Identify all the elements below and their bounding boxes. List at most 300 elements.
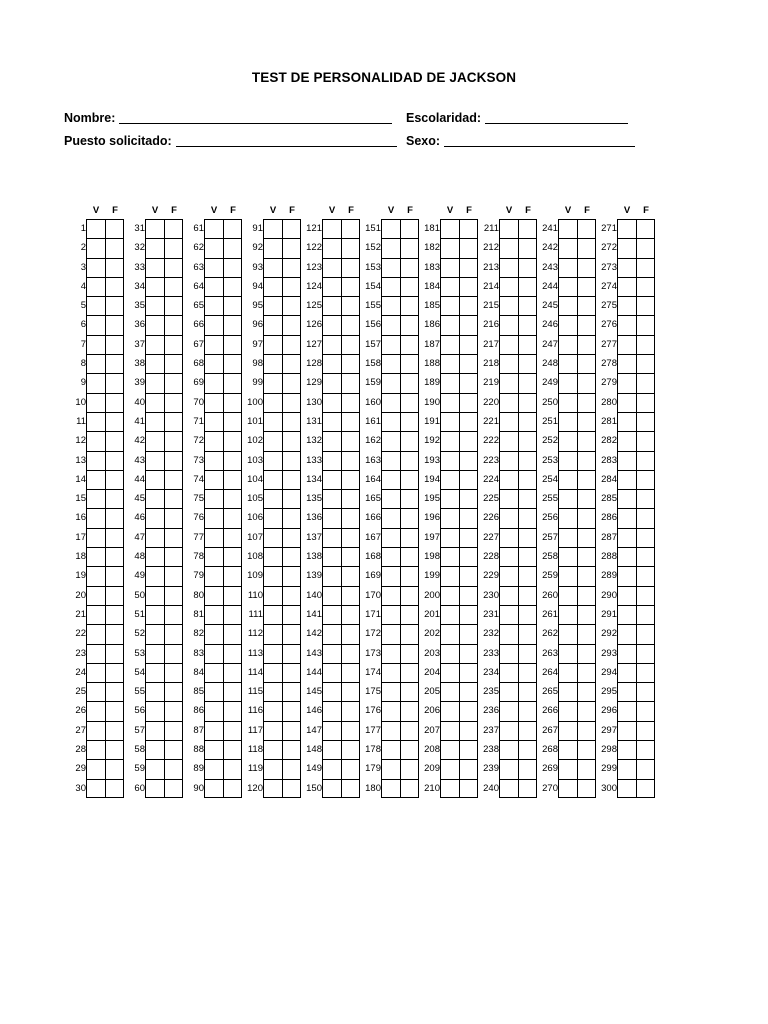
answer-box-f[interactable] — [518, 779, 537, 798]
answer-box-f[interactable] — [341, 721, 360, 740]
answer-box-v[interactable] — [381, 586, 400, 605]
answer-box-f[interactable] — [459, 605, 478, 624]
sexo-field[interactable] — [406, 134, 635, 148]
answer-box-f[interactable] — [105, 586, 124, 605]
answer-box-v[interactable] — [617, 373, 636, 392]
answer-box-f[interactable] — [459, 566, 478, 585]
answer-box-f[interactable] — [577, 586, 596, 605]
answer-box-v[interactable] — [263, 238, 282, 257]
answer-box-v[interactable] — [381, 470, 400, 489]
answer-box-f[interactable] — [341, 354, 360, 373]
answer-box-v[interactable] — [617, 296, 636, 315]
answer-box-v[interactable] — [145, 721, 164, 740]
answer-box-v[interactable] — [204, 721, 223, 740]
answer-box-v[interactable] — [617, 508, 636, 527]
answer-box-v[interactable] — [499, 412, 518, 431]
answer-box-f[interactable] — [223, 489, 242, 508]
answer-box-f[interactable] — [400, 586, 419, 605]
answer-box-v[interactable] — [499, 354, 518, 373]
answer-box-f[interactable] — [341, 373, 360, 392]
answer-box-f[interactable] — [577, 315, 596, 334]
answer-box-f[interactable] — [400, 779, 419, 798]
answer-box-v[interactable] — [263, 315, 282, 334]
answer-box-f[interactable] — [518, 508, 537, 527]
answer-box-f[interactable] — [577, 219, 596, 238]
answer-box-f[interactable] — [164, 354, 183, 373]
answer-box-v[interactable] — [617, 528, 636, 547]
answer-box-v[interactable] — [499, 644, 518, 663]
answer-box-v[interactable] — [499, 296, 518, 315]
answer-box-v[interactable] — [145, 508, 164, 527]
answer-box-f[interactable] — [577, 354, 596, 373]
answer-box-f[interactable] — [282, 219, 301, 238]
answer-box-f[interactable] — [341, 412, 360, 431]
answer-box-f[interactable] — [459, 586, 478, 605]
answer-box-v[interactable] — [381, 219, 400, 238]
answer-box-f[interactable] — [282, 451, 301, 470]
answer-box-v[interactable] — [204, 219, 223, 238]
answer-box-f[interactable] — [282, 277, 301, 296]
answer-box-f[interactable] — [105, 605, 124, 624]
answer-box-f[interactable] — [400, 624, 419, 643]
answer-box-v[interactable] — [263, 296, 282, 315]
answer-box-v[interactable] — [263, 779, 282, 798]
answer-box-v[interactable] — [86, 721, 105, 740]
answer-box-v[interactable] — [440, 586, 459, 605]
answer-box-f[interactable] — [223, 547, 242, 566]
answer-box-v[interactable] — [263, 586, 282, 605]
answer-box-f[interactable] — [282, 508, 301, 527]
answer-box-f[interactable] — [164, 759, 183, 778]
answer-box-f[interactable] — [636, 393, 655, 412]
answer-box-f[interactable] — [341, 470, 360, 489]
answer-box-f[interactable] — [282, 315, 301, 334]
answer-box-f[interactable] — [636, 258, 655, 277]
answer-box-v[interactable] — [322, 335, 341, 354]
answer-box-v[interactable] — [440, 721, 459, 740]
answer-box-f[interactable] — [636, 489, 655, 508]
answer-box-v[interactable] — [145, 470, 164, 489]
answer-box-f[interactable] — [223, 605, 242, 624]
answer-box-f[interactable] — [518, 393, 537, 412]
answer-box-v[interactable] — [381, 701, 400, 720]
answer-box-f[interactable] — [518, 489, 537, 508]
answer-box-v[interactable] — [204, 354, 223, 373]
answer-box-v[interactable] — [381, 489, 400, 508]
answer-box-v[interactable] — [145, 373, 164, 392]
answer-box-v[interactable] — [440, 508, 459, 527]
answer-box-v[interactable] — [440, 489, 459, 508]
answer-box-v[interactable] — [145, 315, 164, 334]
answer-box-v[interactable] — [86, 663, 105, 682]
answer-box-f[interactable] — [341, 528, 360, 547]
answer-box-v[interactable] — [86, 315, 105, 334]
answer-box-f[interactable] — [282, 644, 301, 663]
answer-box-v[interactable] — [145, 489, 164, 508]
answer-box-v[interactable] — [263, 682, 282, 701]
answer-box-v[interactable] — [204, 373, 223, 392]
answer-box-v[interactable] — [381, 528, 400, 547]
answer-box-v[interactable] — [204, 759, 223, 778]
answer-box-v[interactable] — [617, 759, 636, 778]
answer-box-f[interactable] — [341, 451, 360, 470]
answer-box-v[interactable] — [558, 335, 577, 354]
answer-box-f[interactable] — [400, 566, 419, 585]
answer-box-v[interactable] — [617, 412, 636, 431]
answer-box-v[interactable] — [86, 277, 105, 296]
answer-box-f[interactable] — [400, 258, 419, 277]
answer-box-f[interactable] — [518, 663, 537, 682]
answer-box-f[interactable] — [223, 335, 242, 354]
answer-box-f[interactable] — [282, 296, 301, 315]
answer-box-f[interactable] — [459, 721, 478, 740]
answer-box-f[interactable] — [459, 451, 478, 470]
answer-box-f[interactable] — [223, 451, 242, 470]
puesto-line[interactable] — [176, 145, 397, 147]
answer-box-v[interactable] — [322, 682, 341, 701]
answer-box-v[interactable] — [381, 335, 400, 354]
answer-box-f[interactable] — [341, 663, 360, 682]
answer-box-f[interactable] — [341, 682, 360, 701]
answer-box-v[interactable] — [558, 219, 577, 238]
answer-box-f[interactable] — [223, 586, 242, 605]
answer-box-v[interactable] — [145, 219, 164, 238]
answer-box-v[interactable] — [204, 470, 223, 489]
answer-box-f[interactable] — [223, 296, 242, 315]
answer-box-f[interactable] — [636, 740, 655, 759]
answer-box-v[interactable] — [263, 489, 282, 508]
answer-box-f[interactable] — [164, 721, 183, 740]
answer-box-f[interactable] — [223, 566, 242, 585]
answer-box-f[interactable] — [636, 451, 655, 470]
answer-box-f[interactable] — [636, 605, 655, 624]
answer-box-f[interactable] — [164, 586, 183, 605]
answer-box-v[interactable] — [263, 759, 282, 778]
answer-box-f[interactable] — [400, 508, 419, 527]
answer-box-f[interactable] — [105, 701, 124, 720]
answer-box-v[interactable] — [263, 393, 282, 412]
answer-box-v[interactable] — [499, 315, 518, 334]
answer-box-f[interactable] — [400, 296, 419, 315]
answer-box-v[interactable] — [322, 663, 341, 682]
answer-box-v[interactable] — [558, 412, 577, 431]
answer-box-v[interactable] — [381, 663, 400, 682]
answer-box-f[interactable] — [282, 605, 301, 624]
answer-box-v[interactable] — [322, 586, 341, 605]
answer-box-f[interactable] — [341, 779, 360, 798]
answer-box-v[interactable] — [145, 277, 164, 296]
answer-box-f[interactable] — [164, 373, 183, 392]
answer-box-v[interactable] — [86, 354, 105, 373]
answer-box-v[interactable] — [204, 296, 223, 315]
answer-box-v[interactable] — [86, 547, 105, 566]
answer-box-f[interactable] — [282, 624, 301, 643]
answer-box-v[interactable] — [263, 508, 282, 527]
answer-box-v[interactable] — [322, 740, 341, 759]
answer-box-f[interactable] — [518, 373, 537, 392]
answer-box-v[interactable] — [145, 393, 164, 412]
answer-box-v[interactable] — [617, 431, 636, 450]
answer-box-v[interactable] — [381, 740, 400, 759]
answer-box-f[interactable] — [400, 701, 419, 720]
answer-box-v[interactable] — [440, 470, 459, 489]
answer-box-f[interactable] — [282, 586, 301, 605]
answer-box-f[interactable] — [577, 238, 596, 257]
answer-box-v[interactable] — [499, 779, 518, 798]
answer-box-f[interactable] — [400, 740, 419, 759]
answer-box-v[interactable] — [617, 258, 636, 277]
answer-box-f[interactable] — [223, 470, 242, 489]
answer-box-v[interactable] — [440, 238, 459, 257]
answer-box-v[interactable] — [558, 779, 577, 798]
answer-box-v[interactable] — [558, 393, 577, 412]
answer-box-f[interactable] — [518, 335, 537, 354]
answer-box-v[interactable] — [263, 624, 282, 643]
answer-box-f[interactable] — [223, 721, 242, 740]
answer-box-f[interactable] — [636, 508, 655, 527]
answer-box-f[interactable] — [105, 508, 124, 527]
answer-box-f[interactable] — [341, 644, 360, 663]
answer-box-v[interactable] — [440, 258, 459, 277]
answer-box-f[interactable] — [164, 663, 183, 682]
answer-box-f[interactable] — [577, 682, 596, 701]
answer-box-f[interactable] — [105, 296, 124, 315]
answer-box-f[interactable] — [636, 296, 655, 315]
answer-box-v[interactable] — [381, 393, 400, 412]
answer-box-f[interactable] — [400, 547, 419, 566]
answer-box-f[interactable] — [164, 547, 183, 566]
answer-box-v[interactable] — [499, 701, 518, 720]
answer-box-v[interactable] — [617, 219, 636, 238]
answer-box-f[interactable] — [223, 528, 242, 547]
answer-box-f[interactable] — [223, 412, 242, 431]
answer-box-f[interactable] — [518, 721, 537, 740]
answer-box-f[interactable] — [223, 701, 242, 720]
answer-box-v[interactable] — [617, 644, 636, 663]
answer-box-f[interactable] — [400, 644, 419, 663]
answer-box-f[interactable] — [164, 740, 183, 759]
answer-box-v[interactable] — [145, 431, 164, 450]
answer-box-v[interactable] — [617, 586, 636, 605]
answer-box-v[interactable] — [440, 682, 459, 701]
answer-box-v[interactable] — [617, 663, 636, 682]
answer-box-f[interactable] — [636, 721, 655, 740]
answer-box-f[interactable] — [341, 258, 360, 277]
answer-box-f[interactable] — [636, 277, 655, 296]
answer-box-v[interactable] — [440, 412, 459, 431]
answer-box-f[interactable] — [518, 644, 537, 663]
answer-box-v[interactable] — [617, 566, 636, 585]
answer-box-v[interactable] — [263, 663, 282, 682]
answer-box-f[interactable] — [577, 451, 596, 470]
answer-box-v[interactable] — [617, 624, 636, 643]
answer-box-v[interactable] — [440, 701, 459, 720]
answer-box-v[interactable] — [381, 373, 400, 392]
answer-box-f[interactable] — [341, 393, 360, 412]
answer-box-v[interactable] — [322, 277, 341, 296]
answer-box-f[interactable] — [223, 277, 242, 296]
answer-box-f[interactable] — [577, 489, 596, 508]
answer-box-f[interactable] — [282, 335, 301, 354]
answer-box-f[interactable] — [282, 373, 301, 392]
answer-box-v[interactable] — [86, 489, 105, 508]
answer-box-f[interactable] — [636, 219, 655, 238]
answer-box-v[interactable] — [381, 412, 400, 431]
answer-box-f[interactable] — [636, 701, 655, 720]
answer-box-f[interactable] — [400, 335, 419, 354]
answer-box-f[interactable] — [636, 624, 655, 643]
answer-box-v[interactable] — [558, 682, 577, 701]
answer-box-f[interactable] — [282, 721, 301, 740]
answer-box-f[interactable] — [636, 586, 655, 605]
answer-box-v[interactable] — [381, 296, 400, 315]
answer-box-v[interactable] — [204, 508, 223, 527]
answer-box-f[interactable] — [518, 470, 537, 489]
answer-box-f[interactable] — [636, 528, 655, 547]
answer-box-f[interactable] — [636, 470, 655, 489]
answer-box-f[interactable] — [459, 412, 478, 431]
answer-box-v[interactable] — [440, 605, 459, 624]
answer-box-f[interactable] — [105, 528, 124, 547]
answer-box-v[interactable] — [381, 721, 400, 740]
answer-box-f[interactable] — [518, 315, 537, 334]
answer-box-f[interactable] — [164, 315, 183, 334]
answer-box-v[interactable] — [322, 508, 341, 527]
answer-box-f[interactable] — [341, 238, 360, 257]
answer-box-f[interactable] — [636, 354, 655, 373]
answer-box-v[interactable] — [499, 624, 518, 643]
answer-box-v[interactable] — [440, 277, 459, 296]
answer-box-v[interactable] — [145, 586, 164, 605]
answer-box-v[interactable] — [322, 431, 341, 450]
answer-box-v[interactable] — [263, 431, 282, 450]
answer-box-f[interactable] — [164, 412, 183, 431]
answer-box-f[interactable] — [459, 759, 478, 778]
answer-box-v[interactable] — [440, 296, 459, 315]
answer-box-v[interactable] — [86, 431, 105, 450]
answer-box-v[interactable] — [145, 701, 164, 720]
answer-box-f[interactable] — [459, 740, 478, 759]
answer-box-v[interactable] — [86, 586, 105, 605]
answer-box-f[interactable] — [400, 431, 419, 450]
answer-box-f[interactable] — [636, 315, 655, 334]
answer-box-f[interactable] — [164, 451, 183, 470]
answer-box-v[interactable] — [381, 238, 400, 257]
answer-box-v[interactable] — [322, 373, 341, 392]
answer-box-f[interactable] — [577, 779, 596, 798]
answer-box-v[interactable] — [145, 354, 164, 373]
answer-box-f[interactable] — [341, 335, 360, 354]
answer-box-f[interactable] — [459, 701, 478, 720]
answer-box-v[interactable] — [558, 624, 577, 643]
answer-box-f[interactable] — [577, 624, 596, 643]
answer-box-f[interactable] — [105, 566, 124, 585]
answer-box-f[interactable] — [636, 431, 655, 450]
answer-box-f[interactable] — [341, 586, 360, 605]
answer-box-f[interactable] — [223, 354, 242, 373]
answer-box-v[interactable] — [322, 470, 341, 489]
answer-box-f[interactable] — [459, 663, 478, 682]
answer-box-f[interactable] — [105, 682, 124, 701]
answer-box-v[interactable] — [381, 258, 400, 277]
answer-box-f[interactable] — [459, 296, 478, 315]
answer-box-f[interactable] — [164, 624, 183, 643]
answer-box-v[interactable] — [617, 335, 636, 354]
answer-box-v[interactable] — [322, 258, 341, 277]
answer-box-f[interactable] — [223, 373, 242, 392]
answer-box-v[interactable] — [499, 258, 518, 277]
answer-box-v[interactable] — [499, 740, 518, 759]
answer-box-v[interactable] — [499, 219, 518, 238]
answer-box-f[interactable] — [105, 740, 124, 759]
answer-box-f[interactable] — [577, 566, 596, 585]
answer-box-f[interactable] — [577, 605, 596, 624]
answer-box-f[interactable] — [164, 644, 183, 663]
answer-box-f[interactable] — [164, 489, 183, 508]
answer-box-f[interactable] — [518, 586, 537, 605]
answer-box-v[interactable] — [263, 373, 282, 392]
answer-box-f[interactable] — [164, 528, 183, 547]
answer-box-f[interactable] — [105, 779, 124, 798]
answer-box-v[interactable] — [263, 354, 282, 373]
answer-box-v[interactable] — [617, 470, 636, 489]
answer-box-v[interactable] — [263, 277, 282, 296]
answer-box-f[interactable] — [518, 238, 537, 257]
answer-box-f[interactable] — [577, 644, 596, 663]
answer-box-v[interactable] — [145, 682, 164, 701]
nombre-field[interactable] — [64, 111, 392, 125]
answer-box-f[interactable] — [164, 277, 183, 296]
answer-box-v[interactable] — [558, 354, 577, 373]
answer-box-f[interactable] — [105, 451, 124, 470]
answer-box-v[interactable] — [86, 740, 105, 759]
answer-box-f[interactable] — [400, 354, 419, 373]
answer-box-v[interactable] — [322, 412, 341, 431]
answer-box-f[interactable] — [400, 663, 419, 682]
answer-box-f[interactable] — [636, 547, 655, 566]
answer-box-v[interactable] — [381, 315, 400, 334]
answer-box-f[interactable] — [341, 566, 360, 585]
answer-box-v[interactable] — [499, 566, 518, 585]
answer-box-f[interactable] — [223, 779, 242, 798]
answer-box-f[interactable] — [400, 373, 419, 392]
answer-box-v[interactable] — [204, 566, 223, 585]
answer-box-f[interactable] — [577, 393, 596, 412]
answer-box-f[interactable] — [164, 258, 183, 277]
answer-box-f[interactable] — [518, 296, 537, 315]
answer-box-v[interactable] — [381, 547, 400, 566]
answer-box-f[interactable] — [518, 605, 537, 624]
answer-box-f[interactable] — [105, 721, 124, 740]
answer-box-v[interactable] — [381, 605, 400, 624]
answer-box-v[interactable] — [86, 605, 105, 624]
answer-box-f[interactable] — [636, 335, 655, 354]
answer-box-v[interactable] — [322, 605, 341, 624]
answer-box-v[interactable] — [86, 624, 105, 643]
answer-box-v[interactable] — [204, 412, 223, 431]
answer-box-v[interactable] — [145, 644, 164, 663]
answer-box-f[interactable] — [105, 470, 124, 489]
answer-box-v[interactable] — [499, 528, 518, 547]
answer-box-v[interactable] — [499, 373, 518, 392]
answer-box-v[interactable] — [263, 566, 282, 585]
answer-box-f[interactable] — [518, 431, 537, 450]
answer-box-v[interactable] — [558, 431, 577, 450]
answer-box-v[interactable] — [86, 779, 105, 798]
answer-box-f[interactable] — [341, 701, 360, 720]
answer-box-v[interactable] — [204, 451, 223, 470]
answer-box-f[interactable] — [223, 238, 242, 257]
